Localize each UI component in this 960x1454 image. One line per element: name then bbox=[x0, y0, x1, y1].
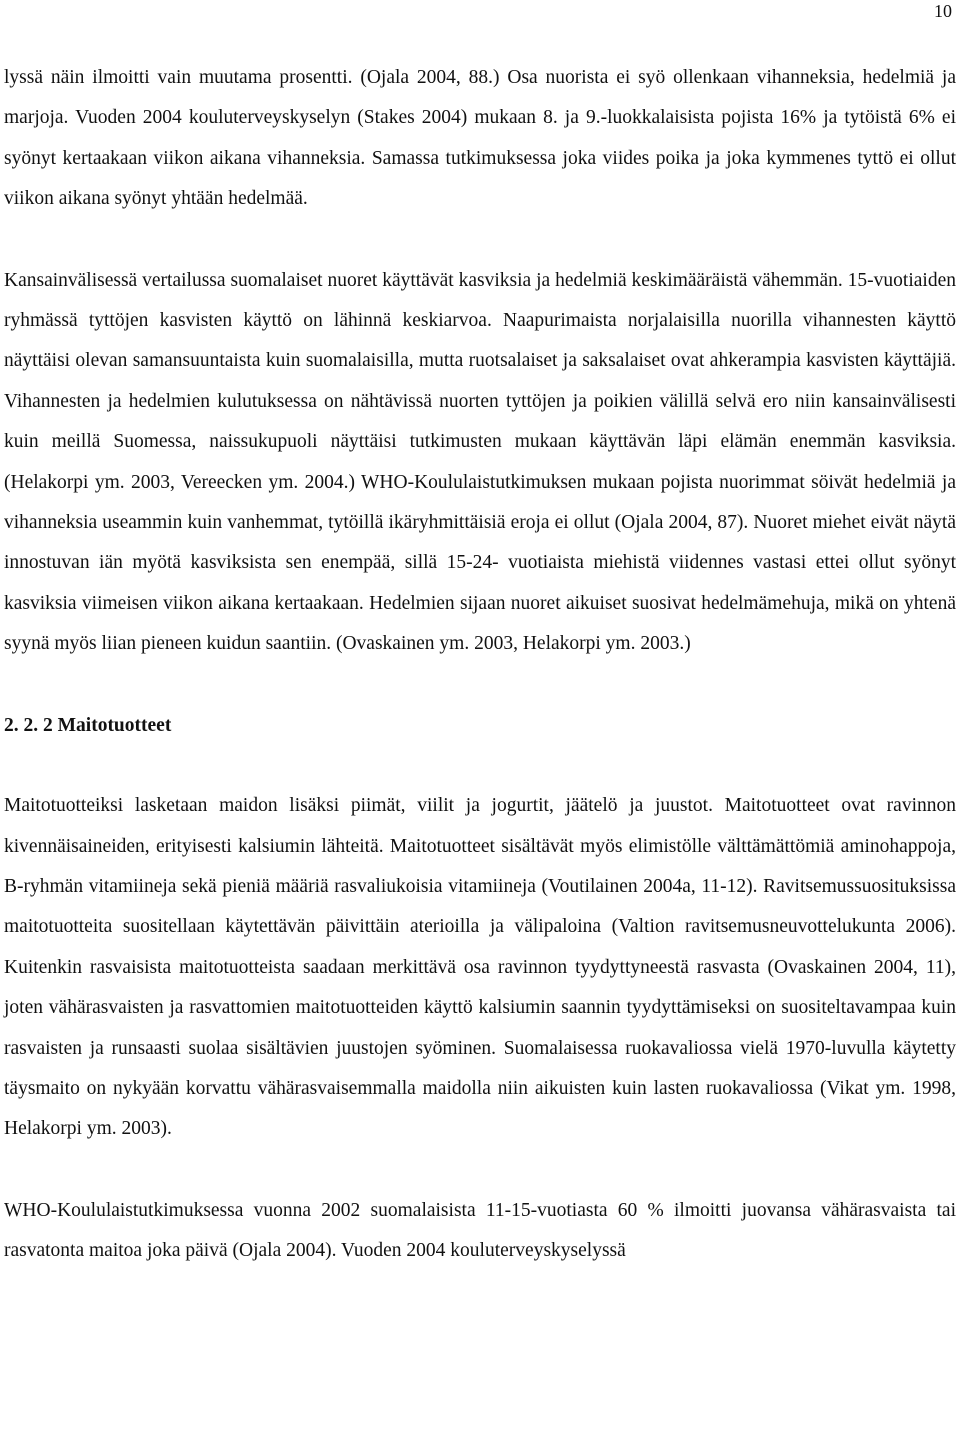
paragraph-dairy-products: Maitotuotteiksi lasketaan maidon lisäksi piimät, viilit ja jogurtit, jäätelö ja juustot. Maitotuotteet ovat ravinnon kivennäisaineiden, erityisesti kalsiumin lähteitä. Maitotuotteet sisältävät myös elimistölle välttämättömiä aminohappoja, B-ryhmän vitamiineja sekä pieniä määriä rasvaliukoisia vitamiineja (Voutilainen 2004a, 11-12). Ravitsemussuosituksissa maitotuotteita suositellaan käytettävän päivittäin aterioilla ja välipaloina (Valtion ravitsemusneuvottelukunta 2006). Kuitenkin rasvaisista maitotuotteista saadaan merkittävä osa ravinnon tyydyttyneestä rasvasta (Ovaskainen 2004, 11), joten vähärasvaisten ja rasvattomien maitotuotteiden käyttö kalsiumin saannin tyydyttämiseksi on suositeltavampaa kuin rasvaisten ja runsaasti suolaa sisältävien juustojen syöminen. Suomalaisessa ruokavaliossa vielä 1970-luvulla käytetty täysmaito on nykyään korvattu vähärasvaisemmalla maidolla niin aikuisten kuin lasten ruokavaliossa (Vikat ym. 1998, Helakorpi ym. 2003). bbox=[4, 795, 956, 1140]
paragraph-vegetables-intake: lyssä näin ilmoitti vain muutama prosentti. (Ojala 2004, 88.) Osa nuorista ei syö ollenkaan vihanneksia, hedelmiä ja marjoja. Vuoden 2004 kouluterveyskyselyn (Stakes 2004) mukaan 8. ja 9.-luokkalaisista pojista 16% ja tytöistä 6% ei syönyt kertaakaan viikon aikana vihanneksia. Samassa tutkimuksessa joka viides poika ja joka kymmenes tyttö ei ollut viikon aikana syönyt yhtään hedelmää. bbox=[4, 67, 956, 210]
paragraph-spacer bbox=[4, 220, 956, 261]
paragraph-spacer bbox=[4, 746, 956, 786]
paragraph-who-school-survey: WHO-Koululaistutkimuksessa vuonna 2002 suomalaisista 11-15-vuotiasta 60 % ilmoitti juovansa vähärasvaista tai rasvatonta maitoa joka päivä (Ojala 2004). Vuoden 2004 kouluterveyskyselyssä bbox=[4, 1199, 956, 1262]
paragraph-spacer bbox=[4, 1150, 956, 1191]
page-number: 10 bbox=[934, 1, 952, 21]
paragraph-spacer bbox=[4, 665, 956, 706]
section-heading: 2. 2. 2 Maitotuotteet bbox=[4, 714, 172, 736]
page-content bbox=[4, 58, 956, 1272]
paragraph-international-comparison: Kansainvälisessä vertailussa suomalaiset nuoret käyttävät kasviksia ja hedelmiä keskimääräistä vähemmän. 15-vuotiaiden ryhmässä tyttöjen kasvisten käyttö on lähinnä keskiarvoa. Naapurimaista norjalaisilla nuorilla vihannesten käyttö näyttäisi olevan samansuuntaista kuin suomalaisilla, mutta ruotsalaiset ja saksalaiset ovat ahkerampia kasvisten käyttäjiä. Vihannesten ja hedelmien kulutuksessa on nähtävissä nuorten tyttöjen ja poikien välillä selvä ero niin kansainvälisesti kuin meillä Suomessa, naissukupuoli näyttäisi tutkimusten mukaan käyttävän läpi elämän enemmän kasviksia. (Helakorpi ym. 2003, Vereecken ym. 2004.) WHO-Koululaistutkimuksen mukaan pojista nuorimmat söivät hedelmiä ja vihanneksia useammin kuin vanhemmat, tytöillä ikäryhmittäisiä eroja ei ollut (Ojala 2004, 87). Nuoret miehet eivät näytä innostuvan iän myötä kasviksista sen enempää, sillä 15-24- vuotiaista miehistä viidennes vastasi ettei ollut syönyt kasviksia viimeisen viikon aikana kertaakaan. Hedelmien sijaan nuoret aikuiset suosivat hedelmämehuja, mikä on yhtenä syynä myös liian pieneen kuidun saantiin. (Ovaskainen ym. 2003, Helakorpi ym. 2003.) bbox=[4, 269, 956, 655]
